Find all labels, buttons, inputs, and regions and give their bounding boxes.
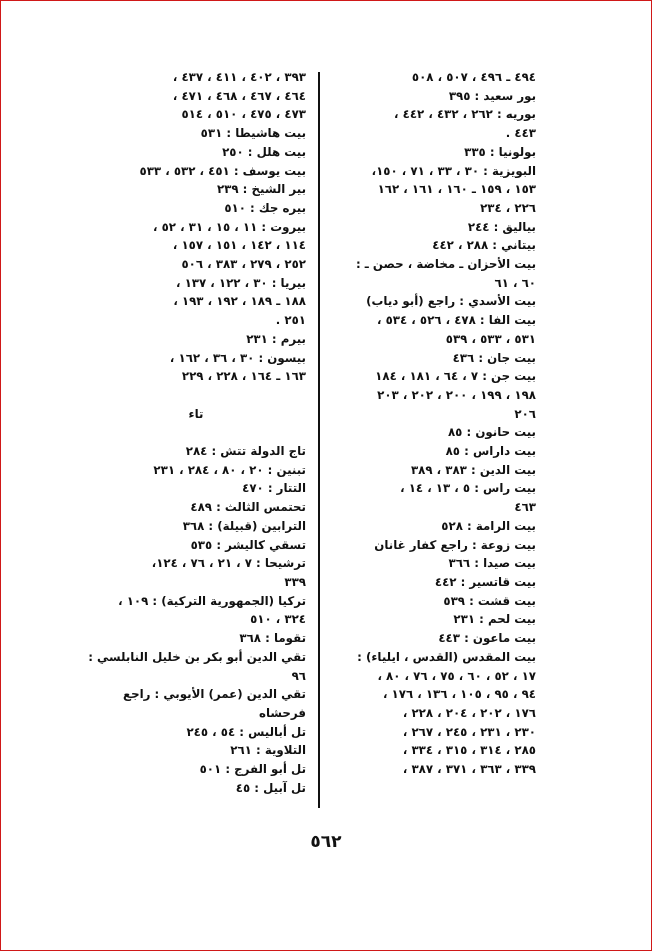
- index-entry: ١٨٨ ـ ١٨٩ ، ١٩٢ ، ١٩٣ ،: [173, 294, 306, 309]
- index-entry: ٤٩٤ ـ ٤٩٦ ، ٥٠٧ ، ٥٠٨: [411, 70, 536, 84]
- index-entry: تل آبيل : ٤٥: [235, 780, 306, 795]
- page-number: ٥٦٢: [310, 832, 342, 852]
- index-entry: تقي الدين أبو بكر بن خليل النابلسي :: [88, 649, 306, 664]
- index-entry: تل أباليس : ٥٤ ، ٢٤٥: [186, 724, 306, 739]
- index-entry: ٢٢٦ ، ٢٣٤: [480, 200, 536, 215]
- index-entry: ٤٦٣: [514, 500, 536, 515]
- index-entry: بيريا : ٣٠ ، ١٢٢ ، ١٣٧ ،: [176, 275, 306, 290]
- index-entry: بيت ماعون : ٤٤٣: [438, 631, 536, 646]
- index-entry: بيت يوسف : ٤٥١ ، ٥٣٢ ، ٥٣٣: [139, 163, 306, 178]
- index-entry: ٣٢٤ ، ٥١٠: [250, 612, 306, 627]
- index-entry: البويزية : ٣٠ ، ٣٣ ، ٧١ ، ١٥٠،: [371, 163, 536, 178]
- index-entry: بير الشيخ : ٢٣٩: [216, 182, 306, 197]
- index-entry: ١٩٨ ، ١٩٩ ، ٢٠٠ ، ٢٠٢ ، ٢٠٣: [377, 387, 536, 402]
- index-entry: ١٧٦ ، ٢٠٢ ، ٢٠٤ ، ٢٢٨ ،: [402, 705, 536, 720]
- index-entry: ٣٩٣ ، ٤٠٢ ، ٤١١ ، ٤٣٧ ،: [172, 70, 306, 84]
- index-column-left: [86, 68, 306, 797]
- index-entry: بيت الفا : ٤٧٨ ، ٥٢٦ ، ٥٣٤ ،: [377, 313, 536, 328]
- index-entry: ٩٦: [291, 668, 306, 683]
- index-entry: ٥٣١ ، ٥٣٣ ، ٥٣٩: [445, 331, 536, 346]
- index-entry: ترشيحا : ٧ ، ٢١ ، ٧٦ ، ١٢٤،: [151, 556, 306, 571]
- index-entry: بيت المقدس (القدس ، ايلياء) :: [357, 649, 536, 664]
- index-entry: ١٧ ، ٥٢ ، ٦٠ ، ٧٥ ، ٧٦ ، ٨٠ ،: [377, 668, 536, 683]
- index-entry: ١٦٣ ـ ١٦٤ ، ٢٢٨ ، ٢٢٩: [181, 369, 306, 384]
- index-entry: تحتمس الثالث : ٤٨٩: [190, 500, 306, 515]
- index-entry: ١٥٣ ، ١٥٩ ـ ١٦٠ ، ١٦١ ، ١٦٢: [377, 182, 536, 197]
- index-entry: ٤٧٣ ، ٤٧٥ ، ٥١٠ ، ٥١٤: [181, 107, 306, 122]
- index-entry: بيتاني : ٢٨٨ ، ٤٤٢: [432, 238, 536, 253]
- index-entry: بيت هلل : ٢٥٠: [222, 144, 306, 159]
- index-entry: تسقي كاليشر : ٥٣٥: [190, 537, 306, 552]
- index-entry: [86, 386, 306, 405]
- index-entry: ٢٨٥ ، ٣١٤ ، ٣١٥ ، ٣٣٤ ،: [402, 743, 536, 758]
- index-entry: بيت صيدا : ٣٦٦: [448, 556, 536, 571]
- index-entry: ٤٦٤ ، ٤٦٧ ، ٤٦٨ ، ٤٧١ ،: [172, 88, 306, 103]
- index-entry: بولونيا : ٣٣٥: [464, 144, 536, 159]
- index-entry: بيرم : ٢٣١: [246, 331, 306, 346]
- index-entry: تبنين : ٢٠ ، ٨٠ ، ٢٨٤ ، ٢٣١: [153, 462, 306, 477]
- index-entry: بيت الأحزان ـ مخاضة ، حصن ـ :: [355, 257, 536, 272]
- index-entry: ٢٣٠ ، ٢٣١ ، ٢٤٥ ، ٢٦٧ ،: [402, 724, 536, 739]
- index-entry: التتار : ٤٧٠: [242, 481, 306, 496]
- index-entry: بيره جك : ٥١٠: [224, 200, 306, 215]
- index-column-right: [336, 68, 536, 779]
- index-entry: بور سعيد : ٣٩٥: [448, 88, 536, 103]
- index-entry: بيت حانون : ٨٥: [447, 425, 536, 440]
- index-entry: تاء: [188, 406, 204, 421]
- index-entry: الترابين (قبيلة) : ٣٦٨: [182, 518, 306, 533]
- index-entry: تاج الدولة تتش : ٢٨٤: [185, 444, 306, 459]
- index-entry: بيت راس : ٥ ، ١٣ ، ١٤ ،: [400, 481, 536, 496]
- index-entry: تل أبو الفرج : ٥٠١: [199, 762, 306, 777]
- index-entry: ٩٤ ، ٩٥ ، ١٠٥ ، ١٣٦ ، ١٧٦ ،: [382, 687, 536, 702]
- index-entry: بيت زوعة : راجع كفار غانان: [374, 537, 536, 552]
- index-entry: تقي الدين (عمر) الأيوبي : راجع: [123, 687, 306, 702]
- index-entry: تركيا (الجمهورية التركية) : ١٠٩ ،: [118, 593, 306, 608]
- index-entry: ٢٥١ .: [275, 313, 306, 328]
- index-entry: بوريه : ٢٦٢ ، ٤٣٢ ، ٤٤٢ ،: [394, 107, 536, 122]
- index-entry: بيت جن : ٧ ، ٦٤ ، ١٨١ ، ١٨٤: [375, 369, 536, 384]
- index-entry: بيت قشت : ٥٣٩: [443, 593, 536, 608]
- index-entry: [86, 423, 306, 442]
- index-entry: تقوما : ٣٦٨: [239, 631, 306, 646]
- index-entry: بيت هاشيطا : ٥٣١: [200, 126, 306, 141]
- index-entry: ٣٣٩ ، ٣٦٣ ، ٣٧١ ، ٣٨٧ ،: [402, 762, 536, 777]
- index-entry: بيروت : ١١ ، ١٥ ، ٣١ ، ٥٢ ،: [152, 219, 306, 234]
- index-entry: ٤٤٣ .: [505, 126, 536, 141]
- index-entry: بيت الأسدي : راجع (أبو دياب): [366, 294, 536, 309]
- index-entry: ١١٤ ، ١٤٢ ، ١٥١ ، ١٥٧ ،: [172, 238, 306, 253]
- index-entry: بيت الرامة : ٥٢٨: [441, 518, 536, 533]
- index-entry: بيت داراس : ٨٥: [445, 444, 536, 459]
- index-entry: ٣٣٩: [284, 574, 306, 589]
- column-divider: [318, 72, 320, 808]
- index-entry: فرحشاه: [259, 705, 306, 720]
- index-entry: بيت جان : ٤٣٦: [452, 350, 536, 365]
- index-entry: بيت لحم : ٢٣١: [453, 612, 536, 627]
- index-entry: بياليق : ٢٤٤: [467, 219, 536, 234]
- index-entry: بيسون : ٣٠ ، ٣٦ ، ١٦٢ ،: [169, 350, 306, 365]
- index-entry: ٦٠ ، ٦١: [494, 275, 536, 290]
- index-entry: التلاوية : ٢٦١: [230, 743, 306, 758]
- index-entry: بيت الدين : ٣٨٣ ، ٣٨٩: [410, 462, 536, 477]
- index-entry: بيت قاتسير : ٤٤٢: [434, 574, 536, 589]
- index-entry: ٢٥٢ ، ٢٧٩ ، ٣٨٣ ، ٥٠٦: [181, 257, 306, 272]
- index-entry: ٢٠٦: [514, 406, 536, 421]
